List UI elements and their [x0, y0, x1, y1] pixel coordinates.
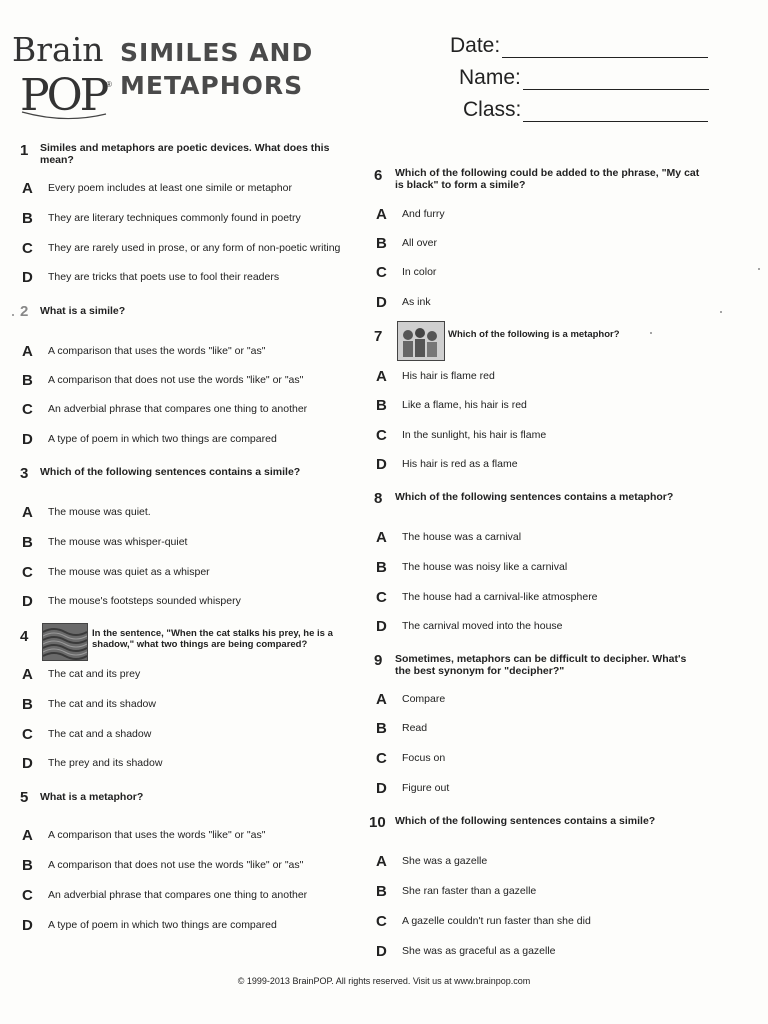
option-letter: D	[22, 431, 33, 448]
answer-option[interactable]: A comparison that does not use the words "like" or "as"	[48, 374, 304, 386]
option-letter: B	[22, 210, 33, 227]
answer-option[interactable]: A comparison that does not use the words "like" or "as"	[48, 859, 304, 871]
question-text: Similes and metaphors are poetic devices. What does this mean?	[40, 142, 330, 166]
question-number: 2	[20, 303, 29, 320]
answer-option[interactable]: In the sunlight, his hair is flame	[402, 429, 547, 441]
option-letter: A	[376, 853, 387, 870]
option-letter: D	[376, 943, 387, 960]
option-letter: C	[376, 750, 387, 767]
copyright-footer: © 1999-2013 BrainPOP. All rights reserved. Visit us at www.brainpop.com	[237, 976, 531, 986]
answer-option[interactable]: She was a gazelle	[402, 855, 488, 867]
option-letter: D	[22, 269, 33, 286]
question-number: 8	[374, 490, 383, 507]
option-letter: C	[22, 726, 33, 743]
logo-brain-text: Brain	[12, 30, 104, 69]
question-number: 9	[374, 652, 383, 669]
name-label: Name:	[459, 66, 521, 89]
option-letter: B	[376, 883, 387, 900]
scan-speck	[720, 311, 722, 313]
answer-option[interactable]: Every poem includes at least one simile or metaphor	[48, 182, 292, 194]
question-number: 6	[374, 167, 383, 184]
answer-option[interactable]: The prey and its shadow	[48, 757, 163, 769]
answer-option[interactable]: His hair is flame red	[402, 370, 495, 382]
answer-option[interactable]: Like a flame, his hair is red	[402, 399, 527, 411]
option-letter: D	[376, 294, 387, 311]
option-letter: A	[22, 180, 33, 197]
logo-swoosh-icon	[20, 108, 110, 122]
option-letter: A	[376, 529, 387, 546]
option-letter: A	[376, 691, 387, 708]
option-letter: A	[22, 666, 33, 683]
answer-option[interactable]: A comparison that uses the words "like" or "as"	[48, 829, 266, 841]
answer-option[interactable]: Compare	[402, 693, 446, 705]
option-letter: A	[376, 368, 387, 385]
answer-option[interactable]: They are literary techniques commonly found in poetry	[48, 212, 301, 224]
option-letter: C	[22, 887, 33, 904]
worksheet-title	[120, 36, 313, 102]
scan-speck	[758, 268, 760, 270]
answer-option[interactable]: The mouse was whisper-quiet	[48, 536, 188, 548]
option-letter: D	[376, 780, 387, 797]
answer-option[interactable]: She ran faster than a gazelle	[402, 885, 537, 897]
option-letter: B	[376, 559, 387, 576]
question-text: In the sentence, "When the cat stalks his prey, he is a shadow," what two things are being compared?	[92, 628, 333, 650]
option-letter: A	[22, 343, 33, 360]
cat-shadow-thumbnail-image	[42, 623, 88, 661]
answer-option[interactable]: In color	[402, 266, 437, 278]
date-input-line[interactable]	[502, 35, 708, 58]
option-letter: D	[22, 593, 33, 610]
answer-option[interactable]: A type of poem in which two things are compared	[48, 919, 277, 931]
question-text: Which of the following sentences contains a simile?	[40, 466, 301, 478]
name-input-line[interactable]	[523, 67, 709, 90]
answer-option[interactable]: Read	[402, 722, 428, 734]
question-text: Sometimes, metaphors can be difficult to decipher. What's the best synonym for "decipher?"	[395, 653, 687, 677]
option-letter: B	[376, 397, 387, 414]
answer-option[interactable]: The mouse was quiet.	[48, 506, 151, 518]
answer-option[interactable]: The house had a carnival-like atmosphere	[402, 591, 598, 603]
answer-option[interactable]: An adverbial phrase that compares one thing to another	[48, 889, 308, 901]
brainpop-logo	[12, 30, 112, 122]
option-letter: D	[376, 618, 387, 635]
option-letter: A	[22, 827, 33, 844]
answer-option[interactable]: The house was noisy like a carnival	[402, 561, 568, 573]
answer-option[interactable]: A gazelle couldn't run faster than she did	[402, 915, 591, 927]
option-letter: B	[22, 534, 33, 551]
option-letter: B	[22, 696, 33, 713]
option-letter: B	[22, 857, 33, 874]
answer-option[interactable]: The mouse was quiet as a whisper	[48, 566, 210, 578]
question-number: 3	[20, 465, 29, 482]
option-letter: A	[22, 504, 33, 521]
answer-option[interactable]: Figure out	[402, 782, 450, 794]
option-letter: D	[376, 456, 387, 473]
title-line-1: SIMILES AND	[120, 38, 314, 67]
question-number: 7	[374, 328, 383, 345]
option-letter: B	[376, 720, 387, 737]
option-letter: B	[22, 372, 33, 389]
option-letter: B	[376, 235, 387, 252]
answer-option[interactable]: The cat and its shadow	[48, 698, 156, 710]
question-number: 10	[369, 814, 386, 831]
question-number: 1	[20, 142, 29, 159]
question-text: Which of the following is a metaphor?	[448, 329, 620, 340]
answer-option[interactable]: And furry	[402, 208, 445, 220]
scan-speck	[650, 332, 652, 334]
answer-option[interactable]: A comparison that uses the words "like" or "as"	[48, 345, 266, 357]
option-letter: C	[376, 589, 387, 606]
option-letter: D	[22, 755, 33, 772]
scan-speck	[12, 314, 14, 316]
date-field[interactable]	[450, 34, 708, 58]
class-field[interactable]	[463, 98, 708, 122]
option-letter: D	[22, 917, 33, 934]
logo-registered-mark: ®	[106, 80, 112, 89]
name-field[interactable]	[459, 66, 709, 90]
question-text: What is a simile?	[40, 305, 126, 317]
answer-option[interactable]: Focus on	[402, 752, 446, 764]
answer-option[interactable]: All over	[402, 237, 438, 249]
question-text: Which of the following sentences contains a metaphor?	[395, 491, 674, 503]
answer-option[interactable]: The cat and a shadow	[48, 728, 152, 740]
question-text: Which of the following sentences contains a simile?	[395, 815, 656, 827]
question-text: Which of the following could be added to the phrase, "My cat is black" to form a simile?	[395, 167, 700, 191]
answer-option[interactable]: The house was a carnival	[402, 531, 522, 543]
answer-option[interactable]: The carnival moved into the house	[402, 620, 563, 632]
date-label: Date:	[450, 34, 501, 57]
option-letter: C	[376, 264, 387, 281]
option-letter: C	[22, 240, 33, 257]
logo-pop-text: POP	[20, 70, 107, 121]
title-line-2: METAPHORS	[120, 71, 304, 100]
question-text: What is a metaphor?	[40, 791, 144, 803]
answer-option[interactable]: The cat and its prey	[48, 668, 141, 680]
class-input-line[interactable]	[523, 99, 708, 122]
answer-option[interactable]: A type of poem in which two things are compared	[48, 433, 277, 445]
option-letter: C	[376, 427, 387, 444]
family-thumbnail-image	[397, 321, 445, 361]
answer-option[interactable]: She was as graceful as a gazelle	[402, 945, 556, 957]
option-letter: A	[376, 206, 387, 223]
answer-option[interactable]: An adverbial phrase that compares one thing to another	[48, 403, 308, 415]
question-number: 5	[20, 789, 29, 806]
option-letter: C	[376, 913, 387, 930]
answer-option[interactable]: The mouse's footsteps sounded whispery	[48, 595, 241, 607]
answer-option[interactable]: They are rarely used in prose, or any form of non-poetic writing	[48, 242, 341, 254]
option-letter: C	[22, 564, 33, 581]
answer-option[interactable]: His hair is red as a flame	[402, 458, 518, 470]
answer-option[interactable]: They are tricks that poets use to fool their readers	[48, 271, 280, 283]
question-number: 4	[20, 628, 29, 645]
option-letter: C	[22, 401, 33, 418]
answer-option[interactable]: As ink	[402, 296, 431, 308]
class-label: Class:	[463, 98, 522, 121]
